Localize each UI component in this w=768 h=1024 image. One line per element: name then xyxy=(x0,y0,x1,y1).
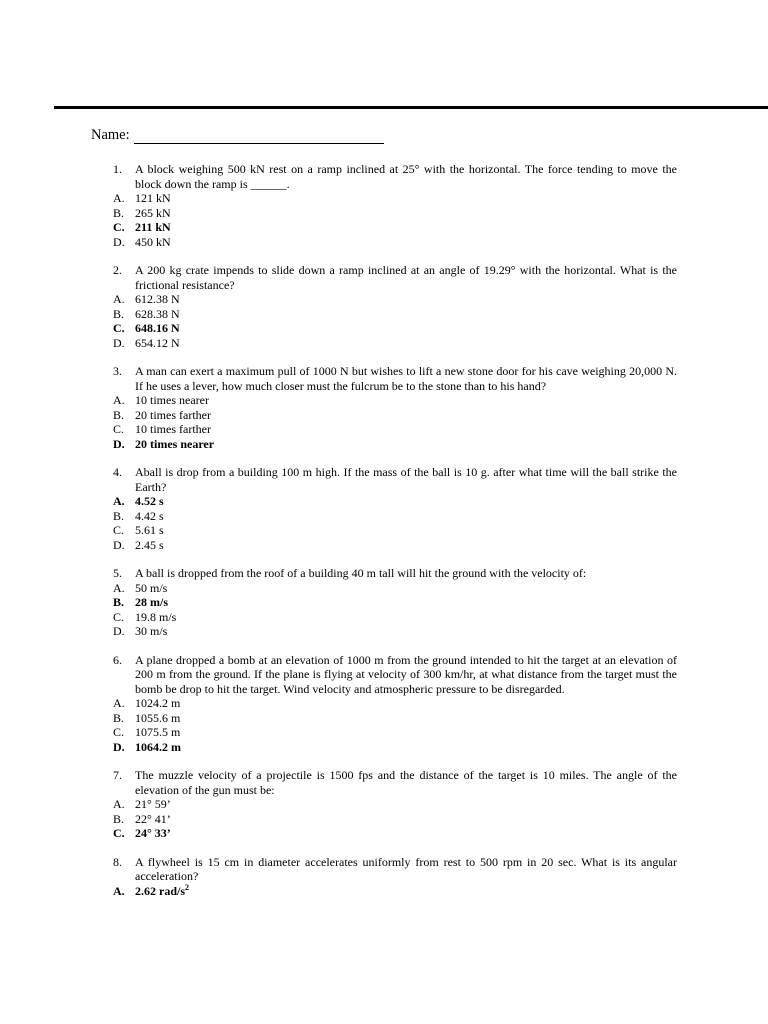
option-value: 121 kN xyxy=(135,191,171,205)
option-value: 5.61 s xyxy=(135,523,164,537)
option-letter: B. xyxy=(113,306,125,321)
answer-option xyxy=(0,725,768,740)
question-number: 4. xyxy=(113,465,122,479)
name-blank-line xyxy=(134,129,384,144)
option-text xyxy=(135,422,211,437)
question-number: 3. xyxy=(113,364,122,378)
name-label: Name: xyxy=(91,127,130,143)
option-value: 10 times farther xyxy=(135,422,211,436)
option-text xyxy=(135,307,180,322)
question-item xyxy=(0,768,768,841)
option-text xyxy=(135,826,171,841)
option-value: 1055.6 m xyxy=(135,710,181,725)
answer-option xyxy=(0,206,768,221)
option-text xyxy=(135,206,171,221)
question-text: A flywheel is 15 cm in diameter accelerates uniformly from rest to 500 rpm in 20 sec. What is its angular acceleration? xyxy=(135,854,677,883)
option-letter: D. xyxy=(113,436,125,451)
option-letter: A. xyxy=(113,580,125,595)
question-text: A block weighing 500 kN rest on a ramp inclined at 25° with the horizontal. The force tending to move the block down the ramp is ______. xyxy=(135,162,677,191)
answer-option xyxy=(0,191,768,206)
option-value: 21° 59’ xyxy=(135,797,171,811)
option-value: 1064.2 m xyxy=(135,739,181,754)
option-letter: D. xyxy=(113,537,125,552)
answer-option xyxy=(0,610,768,625)
option-text xyxy=(135,393,209,408)
option-letter: D. xyxy=(113,335,125,350)
question-text: A plane dropped a bomb at an elevation of 1000 m from the ground intended to hit the target at an elevation of 200 m from the ground. If the plane is flying at velocity of 300 km/hr, at what distance from the target must the bomb be drop to hit the target. Wind velocity and atmospheric pressure to be disregarded. xyxy=(135,652,677,696)
question-stem xyxy=(0,364,768,393)
option-text xyxy=(135,884,189,899)
option-text xyxy=(135,610,176,625)
question-text: Aball is drop from a building 100 m high. If the mass of the ball is 10 g. after what time will the ball strike the Earth? xyxy=(135,465,677,494)
option-letter: D. xyxy=(113,739,125,754)
question-number: 8. xyxy=(113,854,122,869)
option-letter: C. xyxy=(113,220,125,234)
option-text xyxy=(135,581,167,596)
question-text: A man can exert a maximum pull of 1000 N but wishes to lift a new stone door for his cave weighing 20,000 N. If he uses a lever, how much closer must the fulcrum be to the stone than to his hand? xyxy=(135,364,677,393)
option-letter: A. xyxy=(113,494,125,508)
option-text xyxy=(135,437,214,452)
answer-option xyxy=(0,393,768,408)
option-letter: A. xyxy=(113,797,125,811)
answer-option xyxy=(0,509,768,524)
answer-option xyxy=(0,538,768,553)
option-letter: A. xyxy=(113,696,125,710)
option-value: 211 kN xyxy=(135,220,171,234)
option-letter: D. xyxy=(113,624,125,638)
option-value: 4.42 s xyxy=(135,508,164,523)
option-letter: A. xyxy=(113,191,125,205)
option-letter: B. xyxy=(113,710,125,725)
option-letter: D. xyxy=(113,234,125,249)
answer-option xyxy=(0,696,768,711)
option-text xyxy=(135,292,180,307)
option-letter: A. xyxy=(113,393,125,407)
question-number: 5. xyxy=(113,566,122,580)
option-value: 4.52 s xyxy=(135,494,164,508)
option-letter: B. xyxy=(113,205,125,220)
option-letter: C. xyxy=(113,422,125,436)
option-value: 28 m/s xyxy=(135,595,168,609)
option-text xyxy=(135,191,171,206)
option-value: 20 times farther xyxy=(135,407,211,422)
option-value: 1075.5 m xyxy=(135,725,181,739)
option-text xyxy=(135,336,180,351)
answer-option xyxy=(0,797,768,812)
answer-option xyxy=(0,523,768,538)
name-field xyxy=(91,127,384,144)
answer-option-correct xyxy=(0,494,768,509)
option-text xyxy=(135,725,180,740)
option-value: 30 m/s xyxy=(135,624,168,638)
option-text xyxy=(135,624,167,639)
option-letter: C. xyxy=(113,609,125,624)
answer-option-correct xyxy=(0,826,768,841)
answer-option-correct xyxy=(0,740,768,755)
option-letter: B. xyxy=(113,407,125,422)
question-item xyxy=(0,162,768,249)
question-text: A 200 kg crate impends to slide down a ramp inclined at an angle of 19.29° with the horizontal. What is the frictional resistance? xyxy=(135,263,677,292)
question-stem xyxy=(0,653,768,697)
option-letter: A. xyxy=(113,883,125,898)
option-value: 22° 41’ xyxy=(135,811,171,826)
option-letter: C. xyxy=(113,826,125,840)
question-stem xyxy=(0,566,768,581)
answer-option xyxy=(0,307,768,322)
answer-option xyxy=(0,336,768,351)
answer-option xyxy=(0,422,768,437)
option-value: 10 times nearer xyxy=(135,393,209,407)
question-item xyxy=(0,653,768,755)
question-list xyxy=(0,162,768,912)
question-stem xyxy=(0,855,768,884)
option-text xyxy=(135,494,164,509)
answer-option xyxy=(0,292,768,307)
option-value: 19.8 m/s xyxy=(135,609,177,624)
answer-option xyxy=(0,624,768,639)
option-text xyxy=(135,408,211,423)
option-letter: C. xyxy=(113,321,125,335)
option-text xyxy=(135,235,171,250)
option-text xyxy=(135,509,164,524)
option-letter: C. xyxy=(113,523,125,537)
option-value: 654.12 N xyxy=(135,335,180,350)
answer-option xyxy=(0,235,768,250)
answer-option-correct xyxy=(0,884,768,899)
option-text xyxy=(135,740,181,755)
option-text xyxy=(135,711,180,726)
answer-option-correct xyxy=(0,595,768,610)
option-letter: A. xyxy=(113,292,125,306)
question-number: 6. xyxy=(113,652,122,667)
question-number: 7. xyxy=(113,768,122,782)
option-value: 2.62 rad/s xyxy=(135,883,186,898)
question-item xyxy=(0,364,768,451)
option-text xyxy=(135,523,164,538)
option-value: 648.16 N xyxy=(135,321,180,335)
option-value: 450 kN xyxy=(135,234,171,249)
header-rule xyxy=(54,106,768,109)
option-text xyxy=(135,595,168,610)
option-value: 50 m/s xyxy=(135,580,168,595)
question-item xyxy=(0,263,768,350)
question-stem xyxy=(0,465,768,494)
answer-option xyxy=(0,408,768,423)
question-item xyxy=(0,566,768,639)
option-value: 24° 33’ xyxy=(135,826,171,840)
option-text xyxy=(135,696,180,711)
answer-option-correct xyxy=(0,321,768,336)
option-letter: B. xyxy=(113,508,125,523)
option-value: 612.38 N xyxy=(135,292,180,306)
answer-option xyxy=(0,581,768,596)
answer-option-correct xyxy=(0,220,768,235)
option-text xyxy=(135,220,171,235)
option-text xyxy=(135,812,171,827)
option-text xyxy=(135,797,171,812)
option-letter: B. xyxy=(113,811,125,826)
option-superscript: 2 xyxy=(185,882,190,892)
question-item xyxy=(0,465,768,552)
option-text xyxy=(135,538,164,553)
option-value: 1024.2 m xyxy=(135,696,181,710)
answer-option xyxy=(0,711,768,726)
option-text xyxy=(135,321,180,336)
question-number: 2. xyxy=(113,263,122,277)
option-value: 2.45 s xyxy=(135,537,164,552)
option-value: 20 times nearer xyxy=(135,436,215,451)
question-item xyxy=(0,855,768,899)
answer-option-correct xyxy=(0,437,768,452)
question-text: The muzzle velocity of a projectile is 1500 fps and the distance of the target is 10 miles. The angle of the elevation of the gun must be: xyxy=(135,768,677,797)
question-stem xyxy=(0,768,768,797)
question-number: 1. xyxy=(113,162,122,176)
question-stem xyxy=(0,263,768,292)
option-letter: C. xyxy=(113,725,125,739)
option-value: 628.38 N xyxy=(135,306,180,321)
option-letter: B. xyxy=(113,595,125,609)
answer-option xyxy=(0,812,768,827)
question-text: A ball is dropped from the roof of a building 40 m tall will hit the ground with the velocity of: xyxy=(135,566,587,580)
option-value: 265 kN xyxy=(135,205,171,220)
question-stem xyxy=(0,162,768,191)
